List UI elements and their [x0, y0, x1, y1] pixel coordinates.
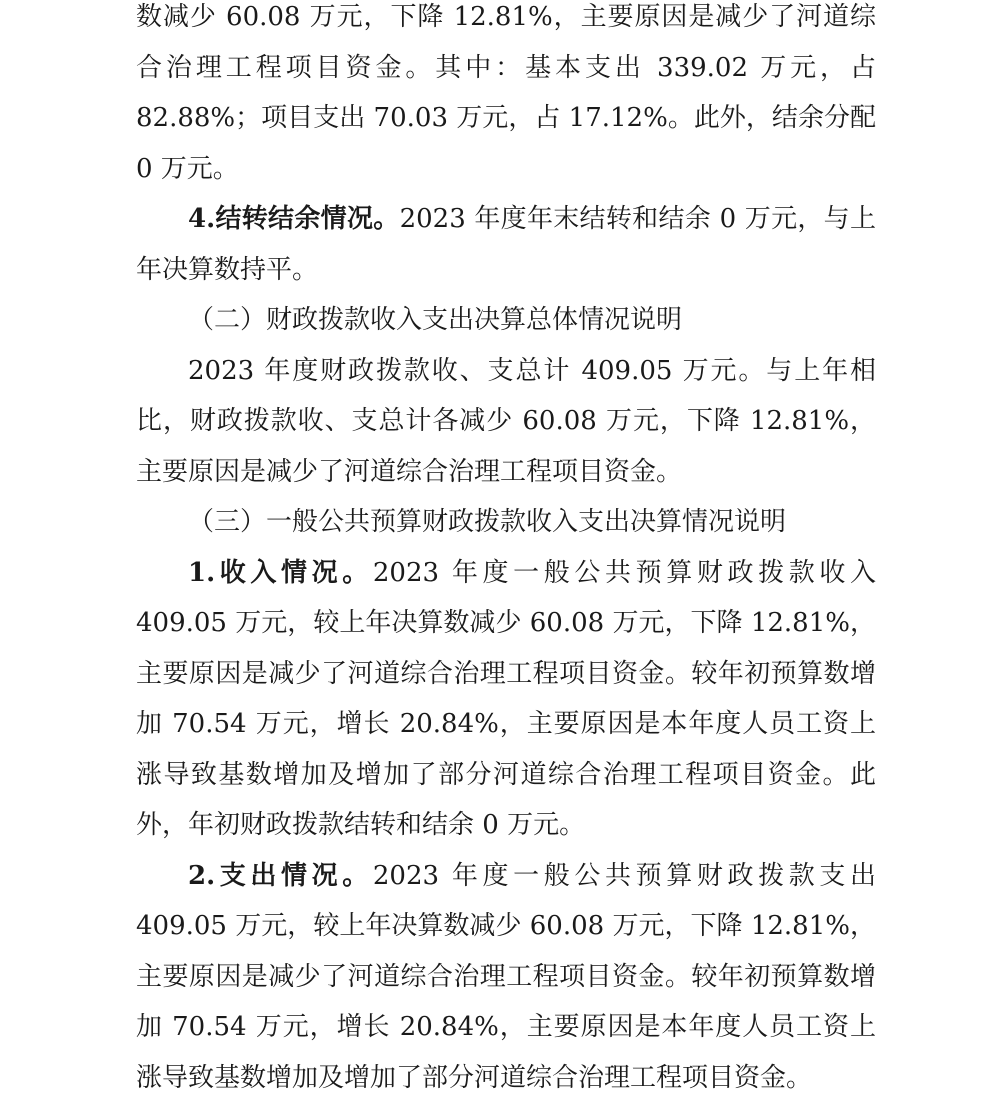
paragraph-continued-expenditure — [136, 0, 876, 194]
section-heading-fiscal-overall — [136, 295, 876, 346]
paragraph-text: 2023 年度一般公共预算财政拨款支出 409.05 万元，较上年决算数减少 60.08 万元，下降 12.81%，主要原因是减少了河道综合治理工程项目资金。较年初预算数增加 70.54 万元，增长 20.84%，主要原因是本年度人员工资上涨导致基数增加及增加了部分河道综合治理工程项目资金。 — [136, 861, 876, 1093]
paragraph-expenditure — [136, 851, 876, 1103]
paragraph-lead: 2.支出情况。 — [188, 861, 373, 891]
paragraph-fiscal-overall — [136, 346, 876, 498]
paragraph-lead: 1.收入情况。 — [188, 558, 373, 588]
paragraph-carryover-balance — [136, 194, 876, 295]
paragraph-text: 数减少 60.08 万元，下降 12.81%，主要原因是减少了河道综合治理工程项目资金。其中：基本支出 339.02 万元，占 82.88%；项目支出 70.03 万元，占 17.12%。此外，结余分配 0 万元。 — [136, 2, 876, 184]
paragraph-income — [136, 548, 876, 851]
section-heading-text: （二）财政拨款收入支出决算总体情况说明 — [188, 305, 682, 335]
section-heading-text: （三）一般公共预算财政拨款收入支出决算情况说明 — [188, 507, 786, 537]
paragraph-lead: 4.结转结余情况。 — [188, 204, 400, 234]
document-body — [136, 0, 876, 1103]
paragraph-text: 2023 年度年末结转和结余 0 万元，与上年决算数持平。 — [136, 204, 876, 285]
paragraph-text: 2023 年度财政拨款收、支总计 409.05 万元。与上年相比，财政拨款收、支总计各减少 60.08 万元，下降 12.81%，主要原因是减少了河道综合治理工程项目资金。 — [136, 356, 876, 487]
paragraph-text: 2023 年度一般公共预算财政拨款收入 409.05 万元，较上年决算数减少 60.08 万元，下降 12.81%，主要原因是减少了河道综合治理工程项目资金。较年初预算数增加 70.54 万元，增长 20.84%，主要原因是本年度人员工资上涨导致基数增加及增加了部分河道综合治理工程项目资金。此外，年初财政拨款结转和结余 0 万元。 — [136, 558, 876, 841]
section-heading-general-budget — [136, 497, 876, 548]
